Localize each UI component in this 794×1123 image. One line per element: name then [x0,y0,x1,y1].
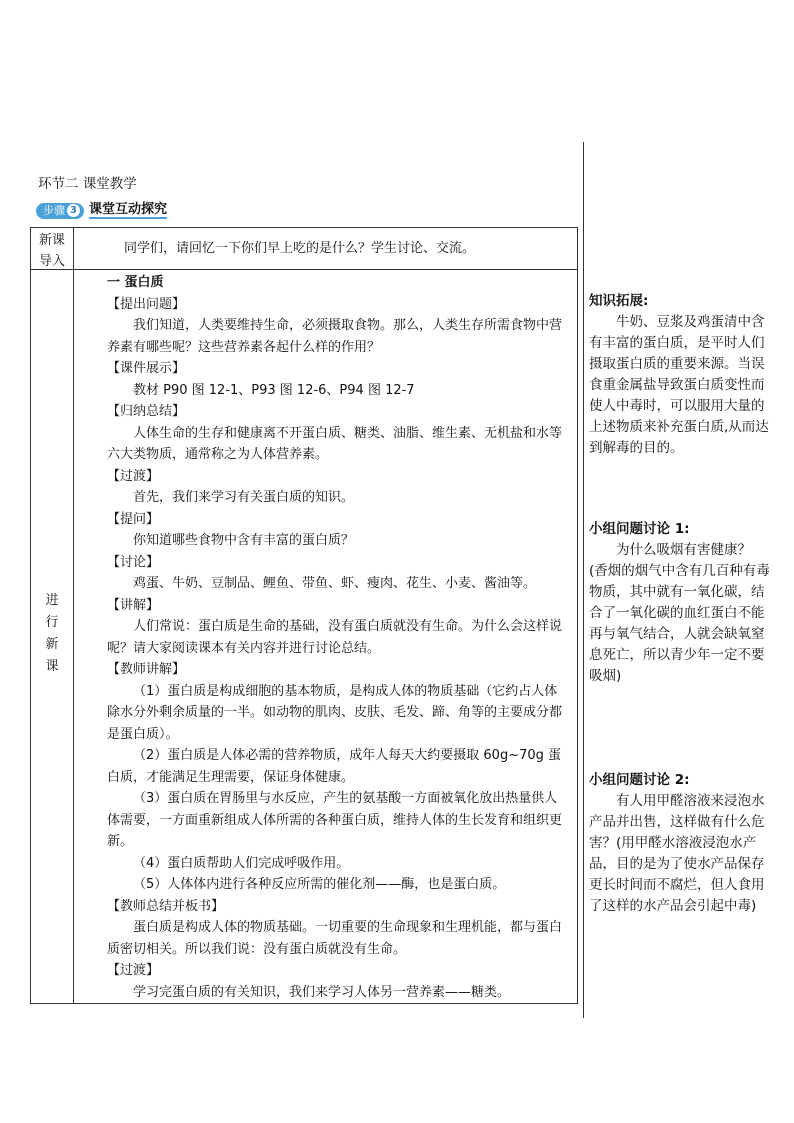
body-paragraph: （4）蛋白质帮助人们完成呼吸作用。 [133,855,350,871]
section-heading: 【课件展示】 [107,361,186,376]
section-heading: 【讨论】 [107,554,160,570]
body-paragraph: 教材 P90 图 12-1、P93 图 12-6、P94 图 12-7 [133,382,415,398]
section-heading: 【归纳总结】 [107,404,186,419]
discussion-2-text: 有人用甲醛溶液来浸泡水产品并出售，这样做有什么危害？(用甲醛水溶液浸泡水产品，目的是为了使水产品保存更长时间而不腐烂，但人食用了这样的水产品会引起中毒) [589,793,765,914]
body-paragraph: （1）蛋白质是构成细胞的基本物质，是构成人体的物质基础（它约占人体除水分外剩余质量的一半。如动物的肌肉、皮肤、毛发、蹄、角等的主要成分都是蛋白质）。 [107,683,563,742]
intro-text-cell [74,228,578,270]
intro-row [31,228,578,270]
section-heading: 【教师总结并板书】 [107,898,225,914]
discussion-1-answer: (香烟的烟气中含有几百种有毒物质，其中就有一氧化碳，结合了一氧化碳的血红蛋白不能再与氧气结合，人就会缺氧窒息死亡，所以青少年一定不要吸烟) [589,563,770,684]
step-pill [36,203,84,219]
body-paragraph: 人们常说：蛋白质是生命的基础，没有蛋白质就没有生命。为什么会这样说呢？请大家阅读课本有关内容并进行讨论总结。 [107,619,563,656]
body-paragraph: 你知道哪些食物中含有丰富的蛋白质？ [133,533,355,548]
step-label: 课堂互动探究 [89,202,168,217]
main-label-char: 新 [45,637,59,652]
discussion-1-title: 小组问题讨论 1: [589,521,690,537]
intro-text: 同学们，请回忆一下你们早上吃的是什么？学生讨论、交流。 [124,241,476,256]
main-row [31,270,578,1004]
topic-heading: 一 蛋白质 [107,275,164,290]
step-badge [36,202,167,219]
section-heading: 【教师讲解】 [107,662,186,677]
section-heading: 【过渡】 [107,468,160,484]
section-heading: 【讲解】 [107,597,160,613]
knowledge-title: 知识拓展: [589,293,649,309]
discussion-1-note [589,519,771,687]
discussion-2-note [589,770,771,917]
knowledge-text: 牛奶、豆浆及鸡蛋清中含有丰富的蛋白质，是平时人们摄取蛋白质的重要来源。当误食重金属盐导致蛋白质变性而使人中毒时，可以服用大量的上述物质来补充蛋白质,从而达到解毒的目的。 [589,314,769,456]
step-number: 3 [67,204,80,217]
body-paragraph: 学习完蛋白质的有关知识，我们来学习人体另一营养素——糖类。 [133,984,511,1000]
body-paragraph: 鸡蛋、牛奶、豆制品、鲤鱼、带鱼、虾、瘦肉、花生、小麦、酱油等。 [133,576,537,591]
section-title: 环节二 课堂教学 [38,176,137,192]
main-content-cell [74,270,578,1004]
discussion-2-title: 小组问题讨论 2: [589,772,690,788]
main-label-char: 行 [45,615,59,630]
discussion-1-question: 为什么吸烟有害健康？ [616,542,751,558]
main-label-cell [31,270,74,1004]
body-paragraph: （5）人体体内进行各种反应所需的催化剂——酶，也是蛋白质。 [133,877,506,892]
body-paragraph: （2）蛋白质是人体必需的营养物质，成年人每天大约要摄取 60g~70g 蛋白质，才能满足生理需要，保证身体健康。 [107,748,562,785]
body-paragraph: 首先，我们来学习有关蛋白质的知识。 [133,490,355,505]
main-label [31,590,73,678]
lesson-body [74,270,577,1003]
intro-label-cell [31,228,74,270]
step-pill-text: 步骤 [43,203,65,217]
intro-label-line-1: 新课 [38,233,65,248]
body-paragraph: （3）蛋白质在胃肠里与水反应，产生的氨基酸一方面被氧化放出热量供人体需要，一方面重新组成人体所需的各种蛋白质，维持人体的生长发育和组织更新。 [107,791,563,849]
section-heading: 【提出问题】 [107,296,186,312]
body-paragraph: 我们知道，人类要维持生命，必须摄取食物。那么，人类生存所需食物中营养素有哪些呢？这些营养素各起什么样的作用？ [107,318,563,355]
body-paragraph: 人体生命的生存和健康离不开蛋白质、糖类、油脂、维生素、无机盐和水等六大类物质，通常称之为人体营养素。 [107,425,563,462]
section-heading: 【提问】 [107,511,160,527]
section-heading: 【过渡】 [107,963,160,978]
knowledge-note [589,291,771,459]
lesson-table [30,227,578,1004]
column-divider [583,142,584,1018]
main-label-char: 进 [45,593,59,608]
intro-label-line-2: 导入 [38,254,65,269]
body-paragraph: 蛋白质是构成人体的物质基础。一切重要的生命现象和生理机能，都与蛋白质密切相关。所以我们说：没有蛋白质就没有生命。 [107,920,563,957]
main-label-char: 课 [45,659,59,674]
